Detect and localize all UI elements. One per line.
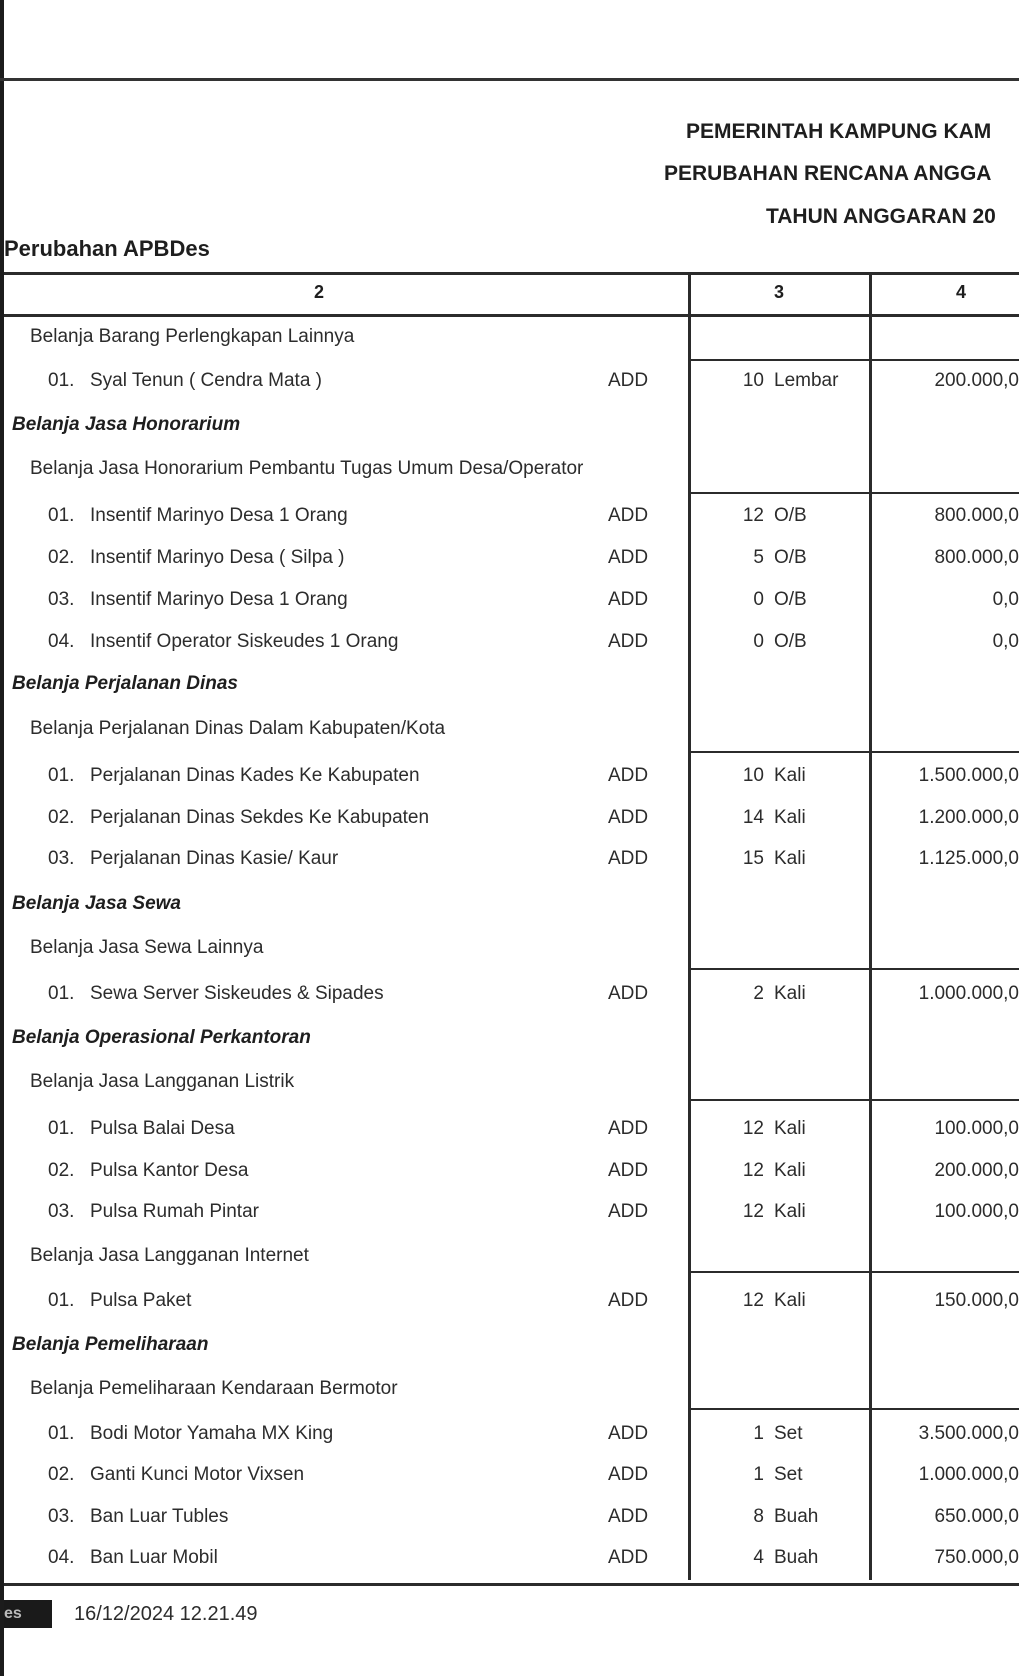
- subcategory-row: [4, 326, 1019, 356]
- heading-plan: PERUBAHAN RENCANA ANGGA: [664, 162, 992, 185]
- item-number: 04.: [48, 631, 75, 652]
- table-row: [4, 1464, 1019, 1494]
- item-number: 03.: [48, 589, 75, 610]
- item-number: 01.: [48, 370, 75, 391]
- item-price: 800.000,0: [934, 505, 1019, 526]
- table-bottom-border: [4, 1583, 1019, 1586]
- subtitle: Perubahan APBDes: [4, 236, 210, 261]
- subcategory-label: Belanja Pemeliharaan Kendaraan Bermotor: [30, 1378, 398, 1399]
- category-label: Belanja Jasa Honorarium: [12, 414, 241, 435]
- item-price: 1.500.000,0: [918, 765, 1019, 786]
- item-quantity: 10: [742, 765, 764, 786]
- row-separator: [689, 968, 1019, 970]
- item-description: Insentif Marinyo Desa 1 Orang: [90, 589, 348, 610]
- item-unit: Set: [774, 1423, 803, 1444]
- table-row: [4, 1160, 1019, 1190]
- item-code: ADD: [608, 1547, 649, 1568]
- item-description: Pulsa Rumah Pintar: [90, 1201, 259, 1222]
- item-quantity: 12: [742, 1290, 764, 1311]
- item-quantity: 0: [753, 631, 764, 652]
- item-price: 150.000,0: [934, 1290, 1019, 1311]
- item-description: Ban Luar Mobil: [90, 1547, 218, 1568]
- item-code: ADD: [608, 589, 649, 610]
- item-number: 03.: [48, 848, 75, 869]
- item-number: 01.: [48, 765, 75, 786]
- item-unit: Kali: [774, 1290, 806, 1311]
- table-row: [4, 505, 1019, 535]
- item-quantity: 12: [742, 505, 764, 526]
- item-code: ADD: [608, 1290, 649, 1311]
- item-quantity: 2: [753, 983, 764, 1004]
- subcategory-label: Belanja Jasa Langganan Internet: [30, 1245, 309, 1266]
- item-number: 03.: [48, 1506, 75, 1527]
- table-row: [4, 765, 1019, 795]
- category-label: Belanja Operasional Perkantoran: [12, 1027, 311, 1048]
- subcategory-row: [4, 718, 1019, 748]
- item-number: 01.: [48, 1423, 75, 1444]
- item-description: Pulsa Kantor Desa: [90, 1160, 249, 1181]
- item-unit: Set: [774, 1464, 803, 1485]
- item-unit: Lembar: [774, 370, 839, 391]
- item-description: Pulsa Paket: [90, 1290, 192, 1311]
- item-number: 02.: [48, 547, 75, 568]
- item-number: 01.: [48, 1290, 75, 1311]
- item-unit: Kali: [774, 1118, 806, 1139]
- column-header-4: 4: [956, 282, 967, 302]
- category-row: [4, 673, 1019, 703]
- subcategory-label: Belanja Perjalanan Dinas Dalam Kabupaten/Kota: [30, 718, 446, 739]
- item-price: 200.000,0: [934, 1160, 1019, 1181]
- item-price: 3.500.000,0: [918, 1423, 1019, 1444]
- item-code: ADD: [608, 631, 649, 652]
- row-separator: [689, 359, 1019, 361]
- row-separator: [689, 492, 1019, 494]
- item-quantity: 14: [742, 807, 764, 828]
- item-number: 02.: [48, 1160, 75, 1181]
- item-number: 02.: [48, 1464, 75, 1485]
- item-description: Perjalanan Dinas Kasie/ Kaur: [90, 848, 339, 869]
- subcategory-row: [4, 458, 1019, 488]
- item-number: 01.: [48, 983, 75, 1004]
- item-description: Insentif Marinyo Desa 1 Orang: [90, 505, 348, 526]
- category-row: [4, 414, 1019, 444]
- subcategory-row: [4, 1071, 1019, 1101]
- table-row: [4, 983, 1019, 1013]
- item-quantity: 12: [742, 1201, 764, 1222]
- item-code: ADD: [608, 765, 649, 786]
- row-separator: [689, 751, 1019, 753]
- item-number: 03.: [48, 1201, 75, 1222]
- item-description: Syal Tenun ( Cendra Mata ): [90, 370, 322, 391]
- item-code: ADD: [608, 547, 649, 568]
- table-row: [4, 370, 1019, 400]
- item-quantity: 4: [753, 1547, 764, 1568]
- item-code: ADD: [608, 1201, 649, 1222]
- item-unit: O/B: [774, 589, 807, 610]
- category-row: [4, 1027, 1019, 1057]
- table-row: [4, 807, 1019, 837]
- item-unit: Buah: [774, 1547, 819, 1568]
- item-price: 800.000,0: [934, 547, 1019, 568]
- item-quantity: 10: [742, 370, 764, 391]
- item-quantity: 15: [742, 848, 764, 869]
- item-code: ADD: [608, 505, 649, 526]
- item-quantity: 8: [753, 1506, 764, 1527]
- row-separator: [689, 1271, 1019, 1273]
- item-description: Pulsa Balai Desa: [90, 1118, 235, 1139]
- item-price: 650.000,0: [934, 1506, 1019, 1527]
- item-description: Insentif Operator Siskeudes 1 Orang: [90, 631, 399, 652]
- item-price: 1.200.000,0: [918, 807, 1019, 828]
- item-price: 0,0: [992, 589, 1019, 610]
- item-quantity: 0: [753, 589, 764, 610]
- item-unit: Kali: [774, 1201, 806, 1222]
- item-unit: O/B: [774, 547, 807, 568]
- item-price: 100.000,0: [934, 1201, 1019, 1222]
- item-unit: Kali: [774, 765, 806, 786]
- item-unit: O/B: [774, 631, 807, 652]
- item-unit: Kali: [774, 807, 806, 828]
- category-label: Belanja Perjalanan Dinas: [12, 673, 238, 694]
- item-quantity: 12: [742, 1160, 764, 1181]
- table-row: [4, 547, 1019, 577]
- item-price: 100.000,0: [934, 1118, 1019, 1139]
- item-price: 0,0: [992, 631, 1019, 652]
- top-rule: [0, 78, 1019, 81]
- item-code: ADD: [608, 370, 649, 391]
- heading-government: PEMERINTAH KAMPUNG KAM: [686, 120, 992, 143]
- item-description: Sewa Server Siskeudes & Sipades: [90, 983, 384, 1004]
- item-code: ADD: [608, 1464, 649, 1485]
- table-row: [4, 1506, 1019, 1536]
- table-row: [4, 1201, 1019, 1231]
- category-row: [4, 1334, 1019, 1364]
- subcategory-row: [4, 937, 1019, 967]
- column-header-2: 2: [314, 282, 325, 302]
- item-quantity: 12: [742, 1118, 764, 1139]
- item-code: ADD: [608, 1423, 649, 1444]
- header-bottom-border: [4, 314, 1019, 317]
- item-unit: Kali: [774, 983, 806, 1004]
- item-code: ADD: [608, 1118, 649, 1139]
- item-description: Ganti Kunci Motor Vixsen: [90, 1464, 305, 1485]
- item-quantity: 1: [753, 1423, 764, 1444]
- table-row: [4, 1290, 1019, 1320]
- column-header-3: 3: [774, 282, 785, 302]
- item-description: Ban Luar Tubles: [90, 1506, 229, 1527]
- table-row: [4, 589, 1019, 619]
- item-unit: O/B: [774, 505, 807, 526]
- footer-label-box: es: [4, 1600, 52, 1628]
- item-number: 04.: [48, 1547, 75, 1568]
- item-number: 01.: [48, 505, 75, 526]
- item-number: 01.: [48, 1118, 75, 1139]
- item-unit: Buah: [774, 1506, 819, 1527]
- table-row: [4, 1547, 1019, 1577]
- subcategory-label: Belanja Barang Perlengkapan Lainnya: [30, 326, 355, 347]
- table-top-border: [4, 272, 1019, 275]
- item-description: Perjalanan Dinas Kades Ke Kabupaten: [90, 765, 420, 786]
- table-row: [4, 1423, 1019, 1453]
- row-separator: [689, 1099, 1019, 1101]
- category-label: Belanja Jasa Sewa: [12, 893, 181, 914]
- item-number: 02.: [48, 807, 75, 828]
- category-row: [4, 893, 1019, 923]
- item-price: 1.000.000,0: [918, 1464, 1019, 1485]
- table-row: [4, 631, 1019, 661]
- item-price: 750.000,0: [934, 1547, 1019, 1568]
- item-code: ADD: [608, 1160, 649, 1181]
- item-quantity: 5: [753, 547, 764, 568]
- subcategory-label: Belanja Jasa Langganan Listrik: [30, 1071, 295, 1092]
- item-price: 1.000.000,0: [918, 983, 1019, 1004]
- item-code: ADD: [608, 983, 649, 1004]
- subcategory-row: [4, 1378, 1019, 1408]
- table-row: [4, 1118, 1019, 1148]
- item-unit: Kali: [774, 1160, 806, 1181]
- item-description: Bodi Motor Yamaha MX King: [90, 1423, 334, 1444]
- item-quantity: 1: [753, 1464, 764, 1485]
- item-description: Perjalanan Dinas Sekdes Ke Kabupaten: [90, 807, 430, 828]
- item-description: Insentif Marinyo Desa ( Silpa ): [90, 547, 345, 568]
- subcategory-label: Belanja Jasa Honorarium Pembantu Tugas Umum Desa/Operator: [30, 458, 584, 479]
- item-code: ADD: [608, 848, 649, 869]
- footer-timestamp: 16/12/2024 12.21.49: [74, 1603, 258, 1625]
- item-code: ADD: [608, 1506, 649, 1527]
- item-unit: Kali: [774, 848, 806, 869]
- category-label: Belanja Pemeliharaan: [12, 1334, 209, 1355]
- row-separator: [689, 1408, 1019, 1410]
- item-price: 1.125.000,0: [918, 848, 1019, 869]
- table-row: [4, 848, 1019, 878]
- heading-year: TAHUN ANGGARAN 20: [766, 205, 996, 228]
- subcategory-label: Belanja Jasa Sewa Lainnya: [30, 937, 264, 958]
- item-price: 200.000,0: [934, 370, 1019, 391]
- item-code: ADD: [608, 807, 649, 828]
